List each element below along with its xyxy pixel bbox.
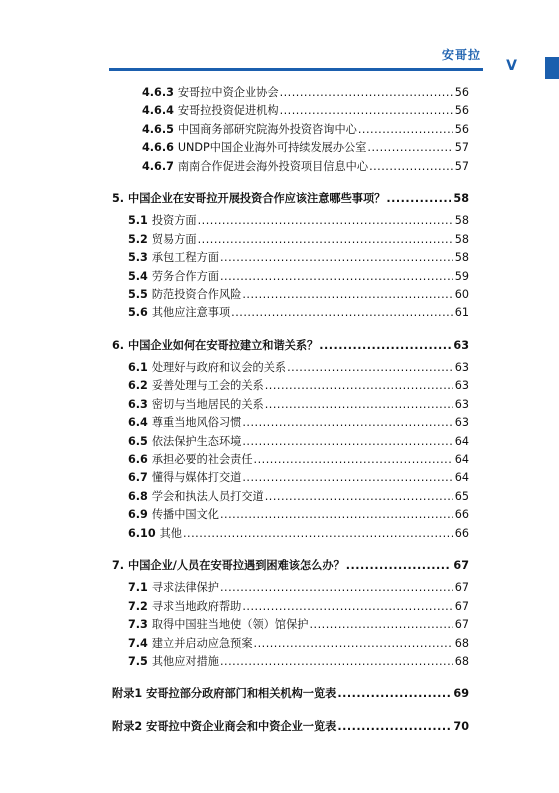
toc-entry-title: 寻求当地政府帮助 <box>151 599 242 613</box>
toc-entry-title: 其他 <box>159 526 182 540</box>
toc-leader-dots <box>220 268 453 286</box>
toc-entry[interactable] <box>112 121 469 139</box>
toc-entry-number: 4.6.5 <box>142 122 174 136</box>
toc-entry[interactable] <box>112 304 469 322</box>
toc-entry-page: 58 <box>453 191 469 205</box>
toc-entry-title: 妥善处理与工会的关系 <box>151 379 264 393</box>
table-of-contents <box>112 84 469 740</box>
toc-leader-dots <box>220 579 453 597</box>
toc-leader-dots <box>242 598 452 616</box>
toc-entry-number: 6.1 <box>128 361 148 375</box>
page-numeral: V <box>506 58 517 74</box>
toc-entry-page: 56 <box>454 122 469 136</box>
toc-entry-page: 68 <box>454 636 469 650</box>
toc-entry[interactable] <box>112 579 469 597</box>
toc-entry-title: 依法保护生态环境 <box>151 434 242 448</box>
toc-entry-number: 6.4 <box>128 416 148 430</box>
toc-entry-page: 57 <box>454 141 469 155</box>
toc-leader-dots <box>309 616 452 634</box>
toc-leader-dots <box>254 451 453 469</box>
toc-entry-page: 67 <box>454 599 469 613</box>
toc-entry-number: 5.1 <box>128 214 148 228</box>
toc-entry-page: 63 <box>454 397 469 411</box>
toc-entry-number: 4.6.4 <box>142 104 174 118</box>
toc-entry[interactable] <box>112 525 469 543</box>
toc-entry-title: 寻求法律保护 <box>151 581 219 595</box>
toc-leader-dots <box>265 377 453 395</box>
toc-leader-dots <box>367 139 452 157</box>
toc-entry-title: 中国商务部研究院海外投资咨询中心 <box>177 122 357 136</box>
toc-entry-title: 防范投资合作风险 <box>151 287 242 301</box>
toc-entry-page: 60 <box>454 287 469 301</box>
toc-entry-title: 安哥拉部分政府部门和相关机构一览表 <box>146 687 337 701</box>
toc-entry-page: 68 <box>454 654 469 668</box>
toc-entry[interactable] <box>112 506 469 524</box>
toc-entry-page: 63 <box>454 416 469 430</box>
toc-leader-dots <box>198 231 453 249</box>
toc-section-heading[interactable] <box>112 557 469 575</box>
toc-leader-dots <box>265 396 453 414</box>
toc-entry-title: 承包工程方面 <box>151 251 219 265</box>
toc-leader-dots <box>220 653 453 671</box>
toc-leader-dots <box>220 506 453 524</box>
toc-leader-dots <box>319 337 451 355</box>
toc-entry[interactable] <box>112 616 469 634</box>
toc-entry-title: 其他应注意事项 <box>151 306 231 320</box>
toc-entry-number: 7.4 <box>128 636 148 650</box>
toc-entry-number: 6.7 <box>128 471 148 485</box>
toc-entry-page: 64 <box>454 453 469 467</box>
toc-entry-page: 64 <box>454 471 469 485</box>
header-title: 安哥拉 <box>441 48 481 62</box>
toc-leader-dots <box>254 635 453 653</box>
toc-appendix-2[interactable] <box>112 718 469 736</box>
toc-entry[interactable] <box>112 469 469 487</box>
toc-entry-number: 4.6.7 <box>142 159 174 173</box>
toc-entry-number: 6.9 <box>128 508 148 522</box>
toc-entry-page: 66 <box>454 526 469 540</box>
toc-entry-title: 安哥拉中资企业协会 <box>177 86 279 99</box>
toc-entry-page: 69 <box>453 687 469 701</box>
toc-leader-dots <box>183 525 453 543</box>
toc-entry-number: 5.5 <box>128 287 148 301</box>
toc-entry[interactable] <box>112 433 469 451</box>
toc-entry[interactable] <box>112 231 469 249</box>
toc-entry[interactable] <box>112 249 469 267</box>
toc-entry-title: 取得中国驻当地使（领）馆保护 <box>151 618 309 632</box>
toc-entry-number: 5.6 <box>128 306 148 320</box>
toc-entry[interactable] <box>112 359 469 377</box>
toc-leader-dots <box>337 718 451 736</box>
toc-entry-number: 6.10 <box>128 526 156 540</box>
toc-leader-dots <box>280 102 453 120</box>
toc-entry-page: 58 <box>454 232 469 246</box>
toc-entry-page: 66 <box>454 508 469 522</box>
toc-entry-title: 投资方面 <box>151 214 197 228</box>
toc-entry-number: 附录1 <box>112 687 143 701</box>
toc-entry-number: 6.8 <box>128 489 148 503</box>
toc-entry-number: 4.6.6 <box>142 141 174 155</box>
toc-entry-page: 70 <box>453 719 469 733</box>
toc-entry-title: 南南合作促进会海外投资项目信息中心 <box>177 159 369 173</box>
toc-entry-title: 其他应对措施 <box>151 654 219 668</box>
toc-entry-number: 5.3 <box>128 251 148 265</box>
toc-entry-page: 67 <box>454 618 469 632</box>
toc-entry[interactable] <box>112 158 469 176</box>
toc-entry-number: 7.3 <box>128 618 148 632</box>
toc-entry-title: 中国企业/人员在安哥拉遇到困难该怎么办？ <box>128 558 345 572</box>
toc-appendix-1[interactable] <box>112 685 469 703</box>
toc-entry-page: 67 <box>454 581 469 595</box>
toc-entry[interactable] <box>112 396 469 414</box>
toc-leader-dots <box>265 488 453 506</box>
header-edge-tab <box>545 57 559 79</box>
toc-entry-page: 57 <box>454 159 469 173</box>
toc-entry[interactable] <box>112 102 469 120</box>
toc-entry-title: 劳务合作方面 <box>151 269 219 283</box>
toc-entry-page: 63 <box>453 338 469 352</box>
toc-entry-title: 懂得与媒体打交道 <box>151 471 242 485</box>
toc-entry[interactable] <box>112 598 469 616</box>
toc-leader-dots <box>358 121 453 139</box>
toc-entry-title: 安哥拉投资促进机构 <box>177 104 279 118</box>
toc-entry[interactable] <box>112 286 469 304</box>
toc-leader-dots <box>386 190 451 208</box>
toc-leader-dots <box>369 158 453 176</box>
toc-entry-title: 密切与当地居民的关系 <box>151 397 264 411</box>
toc-entry-page: 58 <box>454 214 469 228</box>
toc-entry[interactable] <box>112 377 469 395</box>
toc-entry-page: 67 <box>453 558 469 572</box>
toc-entry-number: 附录2 <box>112 719 143 733</box>
toc-entry[interactable] <box>112 653 469 671</box>
header-rule <box>109 68 483 71</box>
toc-entry-title: 传播中国文化 <box>151 508 219 522</box>
toc-entry-title: 中国企业如何在安哥拉建立和谐关系？ <box>128 338 319 352</box>
toc-entry-number: 5.2 <box>128 232 148 246</box>
toc-entry-page: 63 <box>454 361 469 375</box>
toc-entry-number: 6.3 <box>128 397 148 411</box>
toc-entry-page: 56 <box>454 86 469 99</box>
toc-entry[interactable] <box>112 451 469 469</box>
toc-entry-page: 65 <box>454 489 469 503</box>
toc-leader-dots <box>242 286 452 304</box>
toc-entry-number: 7.1 <box>128 581 148 595</box>
toc-entry-page: 64 <box>454 434 469 448</box>
toc-entry[interactable] <box>112 139 469 157</box>
toc-leader-dots <box>242 469 452 487</box>
toc-entry-title: 中国企业在安哥拉开展投资合作应该注意哪些事项？ <box>128 191 386 205</box>
toc-leader-dots <box>242 414 452 432</box>
toc-entry-page: 56 <box>454 104 469 118</box>
toc-leader-dots <box>287 359 453 377</box>
toc-entry[interactable] <box>112 212 469 230</box>
toc-entry-title: 建立并启动应急预案 <box>151 636 253 650</box>
toc-leader-dots <box>220 249 453 267</box>
toc-leader-dots <box>231 304 453 322</box>
toc-entry-page: 61 <box>454 306 469 320</box>
toc-leader-dots <box>198 212 453 230</box>
toc-entry-number: 7.5 <box>128 654 148 668</box>
toc-entry-title: 贸易方面 <box>151 232 197 246</box>
toc-entry-number: 6.2 <box>128 379 148 393</box>
toc-entry[interactable] <box>112 635 469 653</box>
toc-leader-dots <box>337 685 451 703</box>
toc-entry-number: 4.6.3 <box>142 86 174 99</box>
toc-entry-number: 6.6 <box>128 453 148 467</box>
toc-entry-page: 63 <box>454 379 469 393</box>
toc-leader-dots <box>242 433 452 451</box>
toc-entry-number: 7.2 <box>128 599 148 613</box>
toc-entry-title: 安哥拉中资企业商会和中资企业一览表 <box>146 719 337 733</box>
toc-section-heading[interactable] <box>112 337 469 355</box>
toc-entry-title: 尊重当地风俗习惯 <box>151 416 242 430</box>
toc-entry-number: 6. <box>112 338 125 352</box>
toc-entry-page: 59 <box>454 269 469 283</box>
toc-entry-number: 6.5 <box>128 434 148 448</box>
toc-leader-dots <box>280 84 453 102</box>
toc-entry-number: 7. <box>112 558 125 572</box>
toc-entry-number: 5. <box>112 191 125 205</box>
toc-entry[interactable] <box>112 84 469 102</box>
toc-entry-title: 承担必要的社会责任 <box>151 453 253 467</box>
toc-entry-title: UNDP中国企业海外可持续发展办公室 <box>177 141 367 155</box>
toc-entry[interactable] <box>112 414 469 432</box>
toc-entry-page: 58 <box>454 251 469 265</box>
toc-entry-title: 学会和执法人员打交道 <box>151 489 264 503</box>
toc-entry-number: 5.4 <box>128 269 148 283</box>
toc-leader-dots <box>346 557 452 575</box>
toc-section-heading[interactable] <box>112 190 469 208</box>
toc-entry-title: 处理好与政府和议会的关系 <box>151 361 287 375</box>
toc-entry[interactable] <box>112 268 469 286</box>
toc-entry[interactable] <box>112 488 469 506</box>
